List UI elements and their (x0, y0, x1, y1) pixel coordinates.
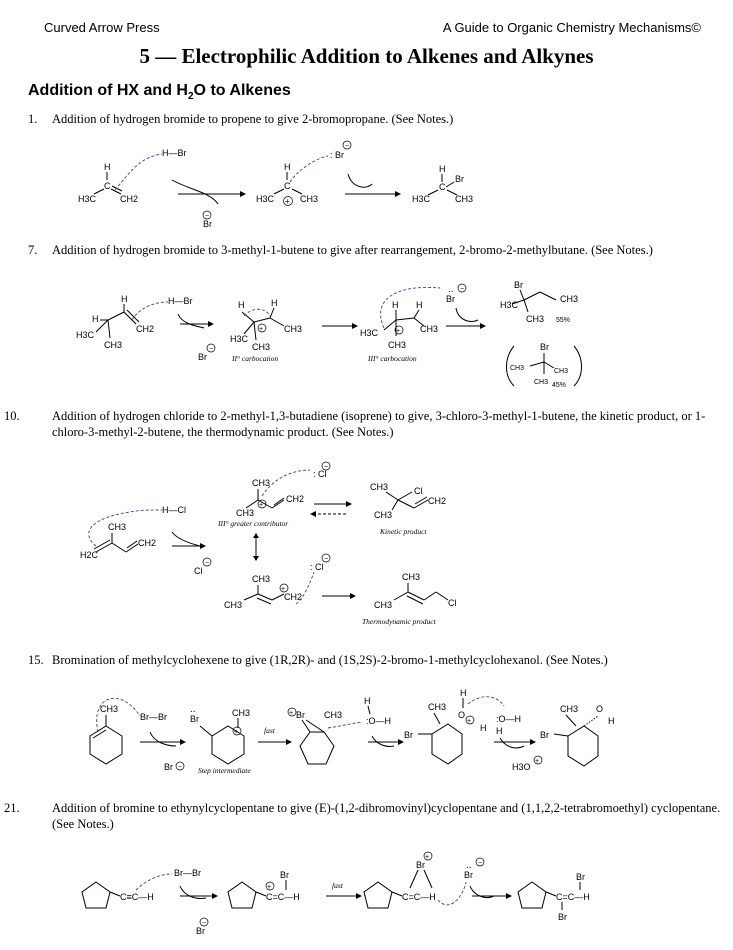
svg-text:H2C: H2C (80, 550, 99, 560)
tertiary-allyl-cation (217, 470, 310, 528)
svg-text:Br: Br (190, 714, 199, 724)
svg-text:C: C (104, 181, 111, 191)
svg-text:C=C—H: C=C—H (556, 892, 590, 902)
reaction-15-description: 15. Bromination of methylcyclohexene to give (1R,2R)- and (1S,2S)-2-bromo-1-methylcyclohexanol. (See Notes.) (28, 653, 608, 667)
svg-text:CH3: CH3 (108, 522, 127, 532)
svg-text:H3C: H3C (412, 194, 431, 204)
svg-text:CH3: CH3 (300, 194, 319, 204)
svg-text:O: O (458, 710, 466, 720)
tertiary-carbocation-structure (360, 287, 440, 363)
svg-text:: Cl: : Cl (310, 562, 324, 572)
svg-text:H3O: H3O (512, 762, 531, 772)
reaction-1-description: 1. Addition of hydrogen bromide to propene to give 2-bromopropane. (See Notes.) (28, 112, 454, 126)
svg-text:−: − (478, 860, 483, 867)
svg-text:CH3: CH3 (324, 710, 343, 720)
bromonium-step-intermediate (190, 704, 251, 775)
svg-text:CH3: CH3 (560, 294, 579, 304)
svg-text:CH3: CH3 (374, 600, 393, 610)
svg-text:−: − (178, 764, 183, 771)
svg-text:C=C—H: C=C—H (266, 892, 300, 902)
svg-text:H: H (416, 300, 423, 310)
svg-text:C: C (284, 181, 291, 191)
reaction-21-description: 21. Addition of bromine to ethynylcyclopentane to give (E)-(1,2-dibromovinyl)cyclopentane and (1,1,2,2-tetrabromoethyl) cyclopentane. (See Notes.) (4, 801, 721, 831)
svg-text:Cl: Cl (194, 566, 203, 576)
svg-text:+: + (259, 326, 264, 333)
section-heading: Addition of HX and $H_2O$ to Alkenes (28, 82, 291, 103)
reaction-10-description: 10. Addition of hydrogen chloride to 2-methyl-1,3-butadiene (isoprene) to give, 3-chloro-3-methyl-1-butene, the kinetic product, or 1-chloro-3-methyl-2-butene, the thermodynamic product. (See Notes.) (4, 409, 706, 439)
svg-text:C: C (439, 182, 446, 192)
svg-text:55%: 55% (556, 317, 571, 324)
svg-text:H: H (439, 164, 446, 174)
svg-text:H3C: H3C (500, 300, 519, 310)
svg-text:CH3: CH3 (420, 324, 439, 334)
carbocation-structure (256, 162, 318, 206)
svg-text:CH3: CH3 (252, 478, 271, 488)
svg-text:III° carbocation: III° carbocation (368, 354, 417, 363)
kinetic-product (370, 482, 446, 536)
svg-text:+: + (535, 758, 540, 765)
bromo-methylbutane-product (500, 280, 578, 324)
svg-text:H—Br: H—Br (162, 148, 187, 158)
svg-text:+: + (425, 854, 430, 861)
methylbutene-structure (76, 294, 154, 350)
svg-text:Br: Br (280, 870, 289, 880)
svg-text:+: + (267, 884, 272, 891)
reaction-7-scheme (0, 262, 733, 402)
svg-text:: Cl: : Cl (313, 469, 327, 479)
svg-text:H: H (392, 300, 399, 310)
svg-text:Br—Br: Br—Br (140, 712, 167, 722)
svg-text:H: H (460, 688, 467, 698)
ethynylcyclopentane-structure (82, 874, 172, 908)
svg-text:CH3: CH3 (526, 314, 545, 324)
svg-text:−: − (324, 556, 329, 563)
svg-text:+: + (259, 502, 264, 509)
propene-structure (78, 162, 138, 204)
svg-text:CH3: CH3 (232, 708, 251, 718)
svg-text::O—H: :O—H (366, 716, 392, 726)
dibromovinyl-product (518, 872, 590, 922)
svg-text:CH3: CH3 (236, 508, 255, 518)
svg-text:Br: Br (296, 710, 305, 720)
svg-text:CH2: CH2 (120, 194, 139, 204)
reaction-15-scheme (0, 676, 733, 786)
svg-text:45%: 45% (552, 382, 567, 389)
svg-text:CH3: CH3 (560, 704, 579, 714)
svg-text:CH3: CH3 (104, 340, 123, 350)
svg-text:CH3: CH3 (284, 324, 303, 334)
svg-text:CH2: CH2 (428, 496, 447, 506)
svg-text:C=C—H: C=C—H (402, 892, 436, 902)
svg-text:Br: Br (464, 870, 473, 880)
svg-text:Br: Br (404, 730, 413, 740)
svg-text:H3C: H3C (230, 334, 249, 344)
svg-text:H: H (480, 723, 487, 733)
svg-text:Kinetic product: Kinetic product (380, 527, 427, 536)
svg-text:−: − (209, 346, 214, 353)
svg-text:Step intermediate: Step intermediate (198, 766, 251, 775)
svg-text:H—Cl: H—Cl (162, 505, 186, 515)
page-title: 5 — Electrophilic Addition to Alkenes and Alkynes (139, 44, 594, 68)
svg-text:−: − (205, 213, 210, 220)
svg-text:CH3: CH3 (224, 600, 243, 610)
svg-text:H: H (271, 298, 278, 308)
svg-text:+: + (281, 586, 286, 593)
primary-allyl-cation (224, 572, 314, 610)
svg-text:Br: Br (455, 174, 464, 184)
svg-text:Br: Br (198, 352, 207, 362)
svg-text:CH3: CH3 (252, 574, 271, 584)
svg-text:Br: Br (446, 294, 455, 304)
svg-text:−: − (205, 560, 210, 567)
svg-text:+: + (234, 729, 239, 736)
bromo-methylbutane-minor-product (507, 342, 582, 389)
svg-text:H: H (121, 294, 128, 304)
svg-text:CH3: CH3 (534, 379, 549, 386)
bromopropane-structure (412, 164, 473, 204)
svg-text:Br: Br (203, 219, 212, 229)
svg-text:CH2: CH2 (286, 494, 305, 504)
reaction-7-description: 7. Addition of hydrogen bromide to 3-methyl-1-butene to give after rearrangement, 2-bromo-2-methylbutane. (See Notes.) (28, 243, 653, 257)
svg-text:Br: Br (576, 872, 585, 882)
svg-text:H: H (284, 162, 291, 172)
svg-text:H: H (608, 716, 615, 726)
svg-text:Cl: Cl (448, 598, 457, 608)
secondary-carbocation-structure (230, 298, 302, 363)
svg-text:CH3: CH3 (455, 194, 474, 204)
svg-text:H3C: H3C (76, 330, 95, 340)
svg-text:−: − (460, 286, 465, 293)
svg-text:Br—Br: Br—Br (174, 868, 201, 878)
vinyl-cation-intermediate (228, 870, 300, 908)
svg-text:CH3: CH3 (388, 340, 407, 350)
oxonium-intermediate (404, 688, 504, 764)
svg-text:Br: Br (164, 762, 173, 772)
svg-text:CH2: CH2 (138, 538, 157, 548)
svg-text:Thermodynamic product: Thermodynamic product (362, 617, 436, 626)
svg-text:Cl: Cl (414, 486, 423, 496)
svg-text:H: H (364, 696, 371, 706)
header-book-title: A Guide to Organic Chemistry Mechanisms© (442, 20, 701, 35)
svg-text:C≡C—H: C≡C—H (120, 892, 154, 902)
thermodynamic-product (362, 572, 457, 626)
svg-text:H: H (104, 162, 111, 172)
svg-text:Br: Br (558, 912, 567, 922)
svg-text:CH3: CH3 (428, 702, 447, 712)
svg-text:CH3: CH3 (402, 572, 421, 582)
svg-text:+: + (467, 718, 472, 725)
svg-text:fast: fast (332, 881, 343, 890)
svg-text:CH3: CH3 (252, 342, 271, 352)
svg-text:H—Br: H—Br (168, 296, 193, 306)
svg-text:+: + (289, 710, 294, 717)
svg-text:H3C: H3C (360, 328, 379, 338)
svg-text:II° carbocation: II° carbocation (232, 354, 279, 363)
svg-text:H3C: H3C (256, 194, 275, 204)
svg-text:Br: Br (540, 342, 549, 352)
svg-text:−: − (202, 920, 207, 927)
methylcyclohexene-structure (90, 698, 140, 764)
svg-text:+: + (396, 328, 401, 335)
svg-text:Br: Br (196, 926, 205, 936)
svg-text:−: − (345, 143, 350, 150)
svg-text:CH3: CH3 (374, 510, 393, 520)
svg-text:..: .. (466, 860, 472, 871)
svg-text::O—H: :O—H (496, 714, 522, 724)
svg-text:CH3: CH3 (510, 365, 525, 372)
svg-text:O: O (596, 704, 604, 714)
svg-text:CH3: CH3 (554, 368, 569, 375)
svg-text:H: H (92, 314, 99, 324)
svg-text:CH3: CH3 (370, 482, 389, 492)
svg-text:III° greater contributor: III° greater contributor (218, 519, 289, 528)
svg-text:H: H (496, 726, 503, 736)
svg-text:CH2: CH2 (136, 324, 155, 334)
svg-text:+: + (285, 197, 290, 206)
svg-text:: Br: : Br (330, 150, 345, 160)
reaction-10-scheme (0, 448, 733, 638)
svg-text:Br: Br (416, 860, 425, 870)
svg-text:fast: fast (264, 726, 275, 735)
bromonium-ion (288, 708, 362, 764)
svg-text:−: − (324, 464, 329, 471)
svg-text:CH2: CH2 (284, 592, 303, 602)
svg-text:Br: Br (540, 730, 549, 740)
bromirenium-ion (364, 852, 466, 908)
svg-text:..: .. (448, 284, 454, 295)
svg-text:H3C: H3C (78, 194, 97, 204)
svg-text:..: .. (190, 704, 196, 715)
reaction-1-scheme (0, 132, 733, 242)
reaction-21-scheme (0, 840, 733, 950)
svg-text:CH3: CH3 (100, 704, 119, 714)
header-publisher: Curved Arrow Press (44, 20, 160, 35)
bromo-methylcyclohexanol-product (540, 704, 615, 766)
svg-text:H: H (238, 300, 245, 310)
svg-text:Br: Br (514, 280, 523, 290)
